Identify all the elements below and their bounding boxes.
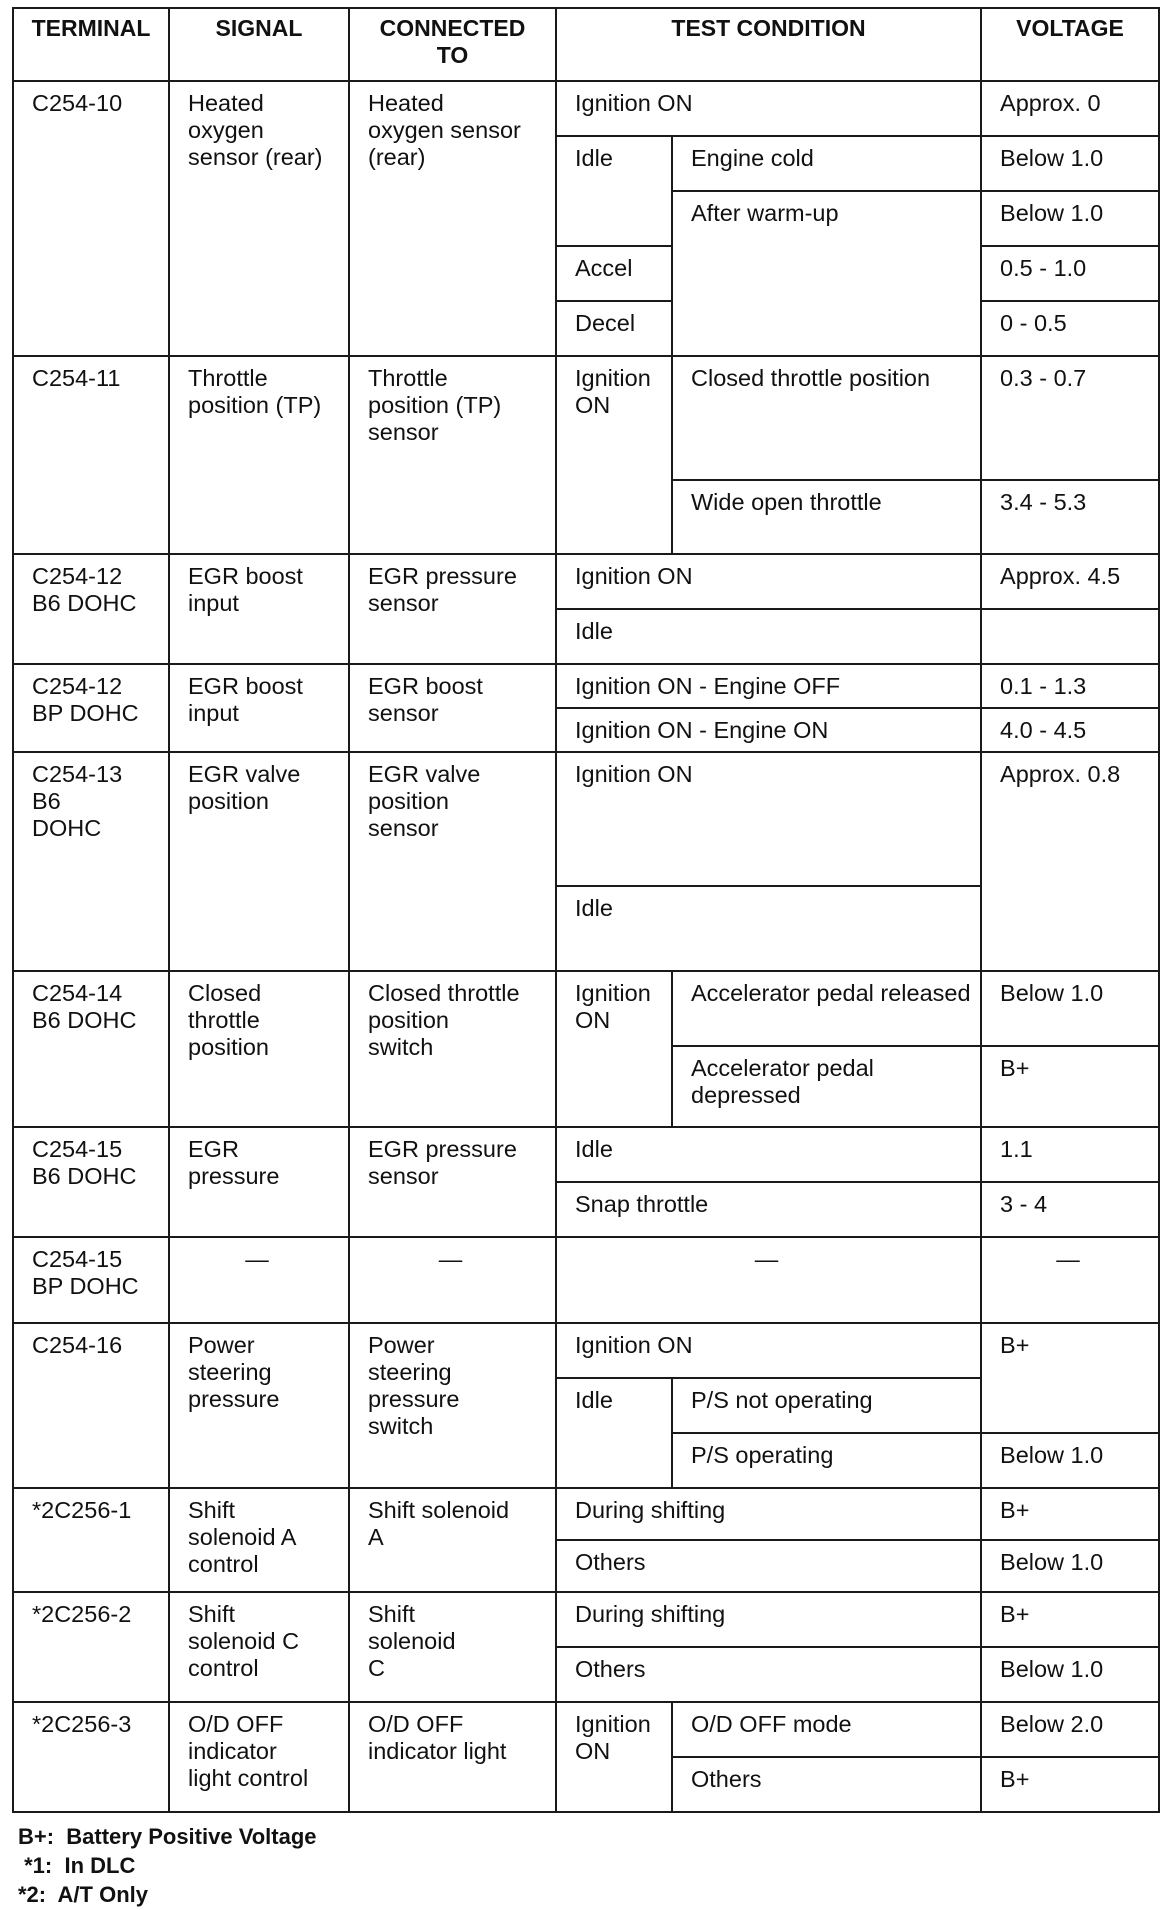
signal-cell: EGR valve position xyxy=(169,752,349,971)
terminal-cell: C254-11 xyxy=(13,356,169,554)
connected-cell: EGR pressure sensor xyxy=(349,1127,556,1237)
signal-cell: EGR boost input xyxy=(169,554,349,664)
signal-cell: Shift solenoid A control xyxy=(169,1488,349,1592)
voltage-cell: 3 - 4 xyxy=(981,1182,1159,1237)
voltage-cell: 0.3 - 0.7 xyxy=(981,356,1159,480)
table-row xyxy=(13,664,1159,708)
connected-cell: Closed throttle position switch xyxy=(349,971,556,1127)
signal-cell: Heated oxygen sensor (rear) xyxy=(169,81,349,356)
table-row xyxy=(13,1323,1159,1378)
condition-detail-cell: Accelerator pedal depressed xyxy=(672,1046,981,1127)
connected-cell: Throttle position (TP) sensor xyxy=(349,356,556,554)
signal-cell: — xyxy=(169,1237,349,1323)
condition-cell: Ignition ON - Engine ON xyxy=(556,708,981,752)
signal-cell: O/D OFF indicator light control xyxy=(169,1702,349,1812)
voltage-cell: B+ xyxy=(981,1592,1159,1647)
connected-cell: Shift solenoid C xyxy=(349,1592,556,1702)
condition-cell: Decel xyxy=(556,301,672,356)
condition-detail-cell: Wide open throttle xyxy=(672,480,981,554)
voltage-cell: Below 1.0 xyxy=(981,191,1159,246)
table-row xyxy=(13,1237,1159,1323)
signal-cell: Shift solenoid C control xyxy=(169,1592,349,1702)
condition-detail-cell: Engine cold xyxy=(672,136,981,191)
voltage-cell: Approx. 0.8 xyxy=(981,752,1159,971)
connected-cell: Heated oxygen sensor (rear) xyxy=(349,81,556,356)
condition-cell: Ignition ON xyxy=(556,752,981,886)
header-terminal: TERMINAL xyxy=(13,8,169,81)
condition-cell: Ignition ON xyxy=(556,81,981,136)
condition-detail-cell: P/S not operating xyxy=(672,1378,981,1433)
voltage-cell: Below 1.0 xyxy=(981,136,1159,191)
footnote-star2: *2: A/T Only xyxy=(18,1882,148,1907)
footnotes xyxy=(18,1822,317,1909)
condition-cell: — xyxy=(556,1237,981,1323)
signal-cell: Throttle position (TP) xyxy=(169,356,349,554)
terminal-cell: *2C256-3 xyxy=(13,1702,169,1812)
connected-cell: EGR boost sensor xyxy=(349,664,556,752)
voltage-cell: Below 1.0 xyxy=(981,1647,1159,1702)
signal-cell: EGR boost input xyxy=(169,664,349,752)
signal-cell: EGR pressure xyxy=(169,1127,349,1237)
voltage-cell xyxy=(981,609,1159,664)
voltage-cell: 4.0 - 4.5 xyxy=(981,708,1159,752)
voltage-cell: Below 2.0 xyxy=(981,1702,1159,1757)
terminal-cell: C254-10 xyxy=(13,81,169,356)
condition-detail-cell: Others xyxy=(672,1757,981,1812)
condition-detail-cell: After warm-up xyxy=(672,191,981,356)
terminal-cell: C254-16 xyxy=(13,1323,169,1488)
table-row xyxy=(13,356,1159,480)
voltage-cell: B+ xyxy=(981,1757,1159,1812)
header-connected-to: CONNECTED TO xyxy=(349,8,556,81)
voltage-cell: Approx. 0 xyxy=(981,81,1159,136)
terminal-cell: *2C256-1 xyxy=(13,1488,169,1592)
condition-cell: Accel xyxy=(556,246,672,301)
condition-cell: Ignition ON xyxy=(556,1702,672,1812)
table-row xyxy=(13,1488,1159,1540)
condition-cell: Snap throttle xyxy=(556,1182,981,1237)
footnote-star1: *1: In DLC xyxy=(18,1853,136,1878)
terminal-cell: *2C256-2 xyxy=(13,1592,169,1702)
condition-cell: Idle xyxy=(556,609,981,664)
voltage-cell: Approx. 4.5 xyxy=(981,554,1159,609)
condition-cell: Ignition ON xyxy=(556,554,981,609)
signal-cell: Closed throttle position xyxy=(169,971,349,1127)
header-row xyxy=(13,8,1159,81)
voltage-cell: 1.1 xyxy=(981,1127,1159,1182)
terminal-cell: C254-12 B6 DOHC xyxy=(13,554,169,664)
voltage-cell: 3.4 - 5.3 xyxy=(981,480,1159,554)
condition-detail-cell: Accelerator pedal released xyxy=(672,971,981,1046)
terminal-cell: C254-14 B6 DOHC xyxy=(13,971,169,1127)
voltage-cell: B+ xyxy=(981,1323,1159,1433)
condition-cell: During shifting xyxy=(556,1592,981,1647)
header-signal: SIGNAL xyxy=(169,8,349,81)
connected-cell: EGR valve position sensor xyxy=(349,752,556,971)
footnote-bplus: B+: Battery Positive Voltage xyxy=(18,1824,317,1849)
table-row xyxy=(13,752,1159,886)
terminal-cell: C254-12 BP DOHC xyxy=(13,664,169,752)
connected-cell: O/D OFF indicator light xyxy=(349,1702,556,1812)
voltage-cell: Below 1.0 xyxy=(981,1540,1159,1592)
connected-cell: — xyxy=(349,1237,556,1323)
voltage-cell: 0.5 - 1.0 xyxy=(981,246,1159,301)
condition-cell: Others xyxy=(556,1647,981,1702)
condition-cell: During shifting xyxy=(556,1488,981,1540)
table-row xyxy=(13,971,1159,1046)
condition-cell: Ignition ON xyxy=(556,971,672,1127)
voltage-cell: — xyxy=(981,1237,1159,1323)
condition-cell: Idle xyxy=(556,886,981,971)
header-test-condition: TEST CONDITION xyxy=(556,8,981,81)
terminal-cell: C254-15 BP DOHC xyxy=(13,1237,169,1323)
table-row xyxy=(13,81,1159,136)
condition-cell: Idle xyxy=(556,1127,981,1182)
voltage-cell: Below 1.0 xyxy=(981,971,1159,1046)
terminal-cell: C254-15 B6 DOHC xyxy=(13,1127,169,1237)
condition-cell: Ignition ON xyxy=(556,356,672,554)
table-row xyxy=(13,1592,1159,1647)
connected-cell: EGR pressure sensor xyxy=(349,554,556,664)
voltage-cell: B+ xyxy=(981,1488,1159,1540)
voltage-cell: 0 - 0.5 xyxy=(981,301,1159,356)
header-voltage: VOLTAGE xyxy=(981,8,1159,81)
condition-detail-cell: O/D OFF mode xyxy=(672,1702,981,1757)
terminal-voltage-table xyxy=(12,7,1160,1813)
condition-cell: Idle xyxy=(556,1378,672,1488)
voltage-cell: 0.1 - 1.3 xyxy=(981,664,1159,708)
condition-cell: Idle xyxy=(556,136,672,246)
condition-detail-cell: Closed throttle position xyxy=(672,356,981,480)
condition-cell: Ignition ON - Engine OFF xyxy=(556,664,981,708)
table-row xyxy=(13,1127,1159,1182)
connected-cell: Power steering pressure switch xyxy=(349,1323,556,1488)
table-row xyxy=(13,1702,1159,1757)
connected-cell: Shift solenoid A xyxy=(349,1488,556,1592)
table-row xyxy=(13,554,1159,609)
voltage-cell: B+ xyxy=(981,1046,1159,1127)
condition-cell: Ignition ON xyxy=(556,1323,981,1378)
condition-cell: Others xyxy=(556,1540,981,1592)
terminal-cell: C254-13 B6 DOHC xyxy=(13,752,169,971)
condition-detail-cell: P/S operating xyxy=(672,1433,981,1488)
voltage-cell: Below 1.0 xyxy=(981,1433,1159,1488)
signal-cell: Power steering pressure xyxy=(169,1323,349,1488)
